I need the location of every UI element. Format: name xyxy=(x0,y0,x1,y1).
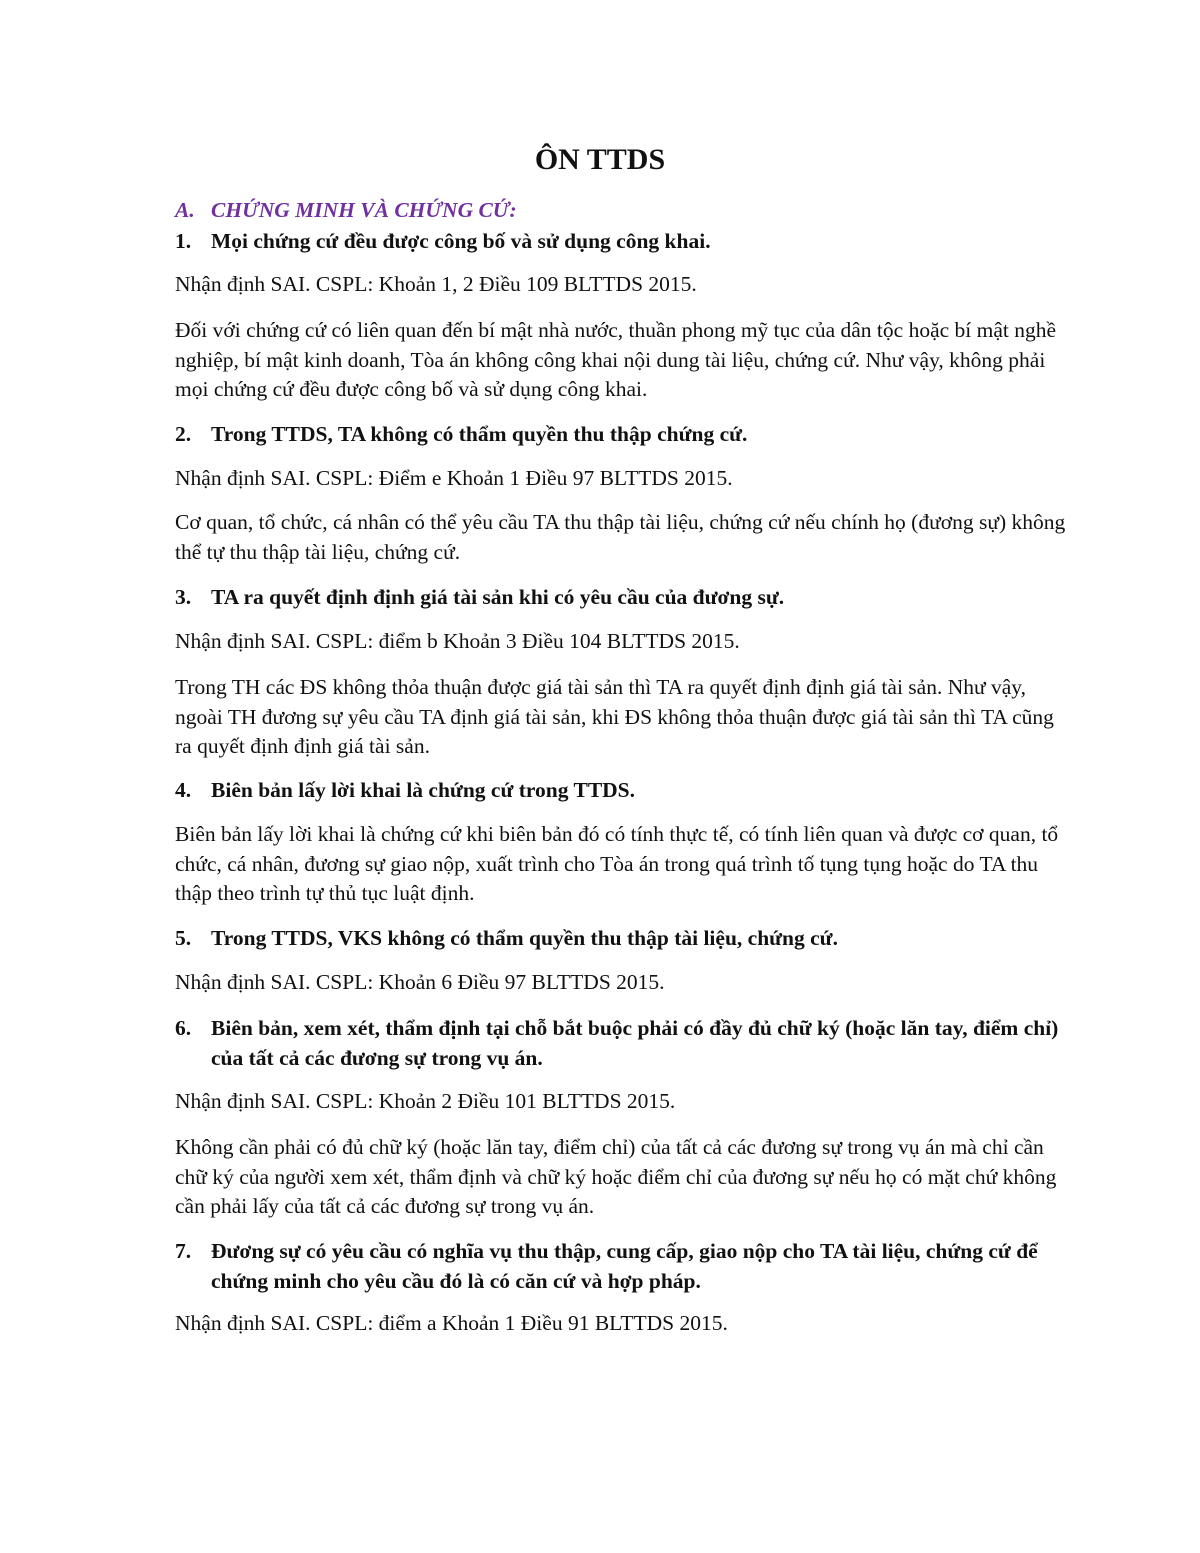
question-text: TA ra quyết định định giá tài sản khi có yêu cầu của đương sự. xyxy=(211,585,785,609)
section-heading-text: CHỨNG MINH VÀ CHỨNG CỨ: xyxy=(211,198,517,222)
answer-verdict: Nhận định SAI. CSPL: Khoản 6 Điều 97 BLTTDS 2015. xyxy=(175,970,665,994)
answer-verdict: Nhận định SAI. CSPL: Khoản 1, 2 Điều 109 BLTTDS 2015. xyxy=(175,272,697,296)
question-7 xyxy=(175,1236,1075,1296)
answer-verdict: Nhận định SAI. CSPL: điểm b Khoản 3 Điều 104 BLTTDS 2015. xyxy=(175,629,740,653)
answer-explanation: Trong TH các ĐS không thỏa thuận được giá tài sản thì TA ra quyết định định giá tài sản. Như vậy, ngoài TH đương sự yêu cầu TA định giá tài sản, khi ĐS không thỏa thuận được giá tài sản thì TA cũng ra quyết định định giá tài sản. xyxy=(175,675,1054,758)
question-number: 3. xyxy=(175,585,192,609)
answer-verdict: Nhận định SAI. CSPL: Khoản 2 Điều 101 BLTTDS 2015. xyxy=(175,1089,676,1113)
section-heading xyxy=(175,195,517,225)
question-number: 2. xyxy=(175,422,192,446)
question-text: Mọi chứng cứ đều được công bố và sử dụng công khai. xyxy=(211,229,711,253)
page-title: ÔN TTDS xyxy=(534,143,666,176)
question-number: 4. xyxy=(175,778,192,802)
question-text: Biên bản, xem xét, thẩm định tại chỗ bắt buộc phải có đầy đủ chữ ký (hoặc lăn tay, điểm chỉ) của tất cả các đương sự trong vụ án. xyxy=(211,1016,1059,1070)
answer-explanation: Cơ quan, tổ chức, cá nhân có thể yêu cầu TA thu thập tài liệu, chứng cứ nếu chính họ (đương sự) không thể tự thu thập tài liệu, chứng cứ. xyxy=(175,510,1066,564)
question-6 xyxy=(175,1013,1075,1073)
section-letter: A. xyxy=(175,198,195,222)
question-5 xyxy=(175,923,1075,953)
answer-explanation: Biên bản lấy lời khai là chứng cứ khi biên bản đó có tính thực tế, có tính liên quan và được cơ quan, tổ chức, cá nhân, đương sự giao nộp, xuất trình cho Tòa án trong quá trình tố tụng tụng hoặc do TA thu thập theo trình tự thủ tục luật định. xyxy=(175,822,1059,905)
question-4 xyxy=(175,775,1075,805)
question-number: 5. xyxy=(175,926,192,950)
question-text: Trong TTDS, TA không có thẩm quyền thu thập chứng cứ. xyxy=(211,422,748,446)
answer-explanation: Đối với chứng cứ có liên quan đến bí mật nhà nước, thuần phong mỹ tục của dân tộc hoặc bí mật nghề nghiệp, bí mật kinh doanh, Tòa án không công khai nội dung tài liệu, chứng cứ. Như vậy, không phải mọi chứng cứ đều được công bố và sử dụng công khai. xyxy=(175,318,1057,401)
question-number: 1. xyxy=(175,229,192,253)
answer-verdict: Nhận định SAI. CSPL: điểm a Khoản 1 Điều 91 BLTTDS 2015. xyxy=(175,1311,728,1335)
answer-verdict: Nhận định SAI. CSPL: Điểm e Khoản 1 Điều 97 BLTTDS 2015. xyxy=(175,466,733,490)
question-text: Đương sự có yêu cầu có nghĩa vụ thu thập, cung cấp, giao nộp cho TA tài liệu, chứng cứ để chứng minh cho yêu cầu đó là có căn cứ và hợp pháp. xyxy=(211,1239,1038,1293)
question-text: Biên bản lấy lời khai là chứng cứ trong TTDS. xyxy=(211,778,636,802)
answer-explanation: Không cần phải có đủ chữ ký (hoặc lăn tay, điểm chỉ) của tất cả các đương sự trong vụ án mà chỉ cần chữ ký của người xem xét, thẩm định và chữ ký hoặc điểm chỉ của đương sự nếu họ có mặt chứ không cần phải lấy của tất cả các đương sự trong vụ án. xyxy=(175,1135,1057,1218)
question-1 xyxy=(175,226,1075,256)
question-2 xyxy=(175,419,1075,449)
question-number: 6. xyxy=(175,1016,192,1040)
question-3 xyxy=(175,582,1075,612)
question-number: 7. xyxy=(175,1239,192,1263)
question-text: Trong TTDS, VKS không có thẩm quyền thu thập tài liệu, chứng cứ. xyxy=(211,926,838,950)
